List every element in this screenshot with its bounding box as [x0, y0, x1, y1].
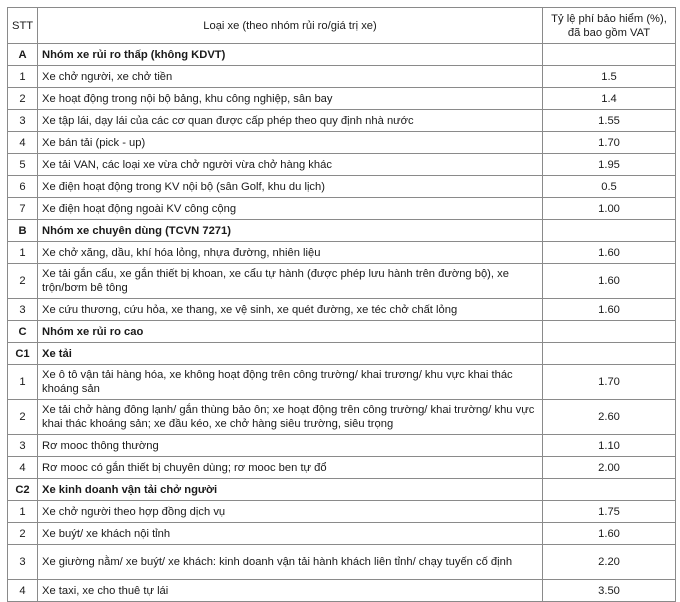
row-rate: 1.60 [543, 264, 676, 299]
row-rate: 1.4 [543, 88, 676, 110]
table-row [8, 580, 676, 602]
row-stt: 3 [8, 299, 38, 321]
table-group-row [8, 44, 676, 66]
row-stt: 4 [8, 132, 38, 154]
row-vehicle-type: Nhóm xe rủi ro cao [38, 321, 543, 343]
table-row [8, 545, 676, 580]
row-rate: 1.75 [543, 501, 676, 523]
row-vehicle-type: Xe tải [38, 343, 543, 365]
row-rate: 1.10 [543, 435, 676, 457]
header-rate-line2: đã bao gồm VAT [567, 26, 651, 39]
row-vehicle-type: Nhóm xe chuyên dùng (TCVN 7271) [38, 220, 543, 242]
row-stt: 3 [8, 110, 38, 132]
row-rate: 1.70 [543, 365, 676, 400]
header-vehicle-type: Loại xe (theo nhóm rủi ro/giá trị xe) [38, 8, 543, 44]
row-vehicle-type: Xe hoạt động trong nội bộ bảng, khu công nghiệp, sân bay [38, 88, 543, 110]
row-stt: 1 [8, 365, 38, 400]
row-stt: 2 [8, 264, 38, 299]
table-row [8, 154, 676, 176]
row-rate [543, 44, 676, 66]
table-row [8, 365, 676, 400]
table-row [8, 400, 676, 435]
row-vehicle-type: Xe ô tô vận tải hàng hóa, xe không hoạt động trên công trường/ khai trương/ khu vực khai thác khoáng sản [38, 365, 543, 400]
table-row [8, 299, 676, 321]
row-stt: 2 [8, 88, 38, 110]
row-vehicle-type: Xe cứu thương, cứu hỏa, xe thang, xe vệ sinh, xe quét đường, xe téc chở chất lỏng [38, 299, 543, 321]
table-row [8, 110, 676, 132]
table-row [8, 523, 676, 545]
row-stt: 1 [8, 501, 38, 523]
row-vehicle-type: Xe điện hoạt động trong KV nội bộ (sân Golf, khu du lịch) [38, 176, 543, 198]
row-rate [543, 343, 676, 365]
table-group-row [8, 220, 676, 242]
row-vehicle-type: Xe taxi, xe cho thuê tự lái [38, 580, 543, 602]
row-vehicle-type: Xe bán tải (pick - up) [38, 132, 543, 154]
row-stt: 2 [8, 523, 38, 545]
table-row [8, 198, 676, 220]
row-rate: 2.00 [543, 457, 676, 479]
row-stt: 6 [8, 176, 38, 198]
row-vehicle-type: Rơ mooc thông thường [38, 435, 543, 457]
row-stt: 3 [8, 545, 38, 580]
row-rate: 1.00 [543, 198, 676, 220]
table-body [8, 44, 676, 602]
table-row [8, 435, 676, 457]
row-stt: 5 [8, 154, 38, 176]
row-stt: A [8, 44, 38, 66]
row-vehicle-type: Xe tải chở hàng đông lạnh/ gắn thùng bảo ôn; xe hoạt động trên công trường/ khai trường/ khu vực khai thác khoáng sản; xe đầu kéo, xe chở hàng siêu trường, siêu trọng [38, 400, 543, 435]
row-rate: 2.60 [543, 400, 676, 435]
row-rate: 1.70 [543, 132, 676, 154]
row-stt: 1 [8, 242, 38, 264]
row-stt: 2 [8, 400, 38, 435]
header-rate [543, 8, 676, 44]
row-rate: 1.60 [543, 242, 676, 264]
table-row [8, 501, 676, 523]
row-stt: B [8, 220, 38, 242]
insurance-rate-table-container [7, 7, 675, 602]
row-stt: 7 [8, 198, 38, 220]
row-vehicle-type: Xe tải VAN, các loại xe vừa chở người vừa chở hàng khác [38, 154, 543, 176]
row-vehicle-type: Xe chở xăng, dầu, khí hóa lỏng, nhựa đường, nhiên liệu [38, 242, 543, 264]
row-stt: 4 [8, 580, 38, 602]
table-header-row [8, 8, 676, 44]
row-vehicle-type: Xe tải gắn cẩu, xe gắn thiết bị khoan, xe cẩu tự hành (được phép lưu hành trên đường bộ), xe trộn/bơm bê tông [38, 264, 543, 299]
row-stt: C1 [8, 343, 38, 365]
row-stt: 4 [8, 457, 38, 479]
header-rate-line1: Tỷ lệ phí bảo hiểm (%), [551, 12, 667, 25]
row-rate: 1.55 [543, 110, 676, 132]
header-stt: STT [8, 8, 38, 44]
table-group-row [8, 343, 676, 365]
row-vehicle-type: Xe điện hoạt động ngoài KV công cộng [38, 198, 543, 220]
row-rate: 1.60 [543, 299, 676, 321]
row-rate: 1.60 [543, 523, 676, 545]
row-vehicle-type: Xe chở người theo hợp đồng dịch vụ [38, 501, 543, 523]
row-rate: 1.95 [543, 154, 676, 176]
row-rate [543, 479, 676, 501]
table-row [8, 264, 676, 299]
row-vehicle-type: Xe kinh doanh vận tải chở người [38, 479, 543, 501]
row-rate [543, 220, 676, 242]
row-vehicle-type: Nhóm xe rủi ro thấp (không KDVT) [38, 44, 543, 66]
insurance-rate-table [7, 7, 676, 602]
table-row [8, 132, 676, 154]
row-stt: 3 [8, 435, 38, 457]
row-rate: 3.50 [543, 580, 676, 602]
row-vehicle-type: Xe buýt/ xe khách nội tỉnh [38, 523, 543, 545]
row-vehicle-type: Rơ mooc có gắn thiết bị chuyên dùng; rơ mooc ben tự đổ [38, 457, 543, 479]
table-group-row [8, 479, 676, 501]
row-rate: 1.5 [543, 66, 676, 88]
row-rate: 2.20 [543, 545, 676, 580]
table-row [8, 66, 676, 88]
table-row [8, 176, 676, 198]
row-stt: C [8, 321, 38, 343]
table-row [8, 457, 676, 479]
row-vehicle-type: Xe tập lái, dạy lái của các cơ quan được cấp phép theo quy định nhà nước [38, 110, 543, 132]
row-vehicle-type: Xe giường nằm/ xe buýt/ xe khách: kinh doanh vận tải hành khách liên tỉnh/ chạy tuyến cố định [38, 545, 543, 580]
table-group-row [8, 321, 676, 343]
row-stt: 1 [8, 66, 38, 88]
row-stt: C2 [8, 479, 38, 501]
table-row [8, 242, 676, 264]
row-rate [543, 321, 676, 343]
row-rate: 0.5 [543, 176, 676, 198]
table-row [8, 88, 676, 110]
row-vehicle-type: Xe chở người, xe chở tiền [38, 66, 543, 88]
